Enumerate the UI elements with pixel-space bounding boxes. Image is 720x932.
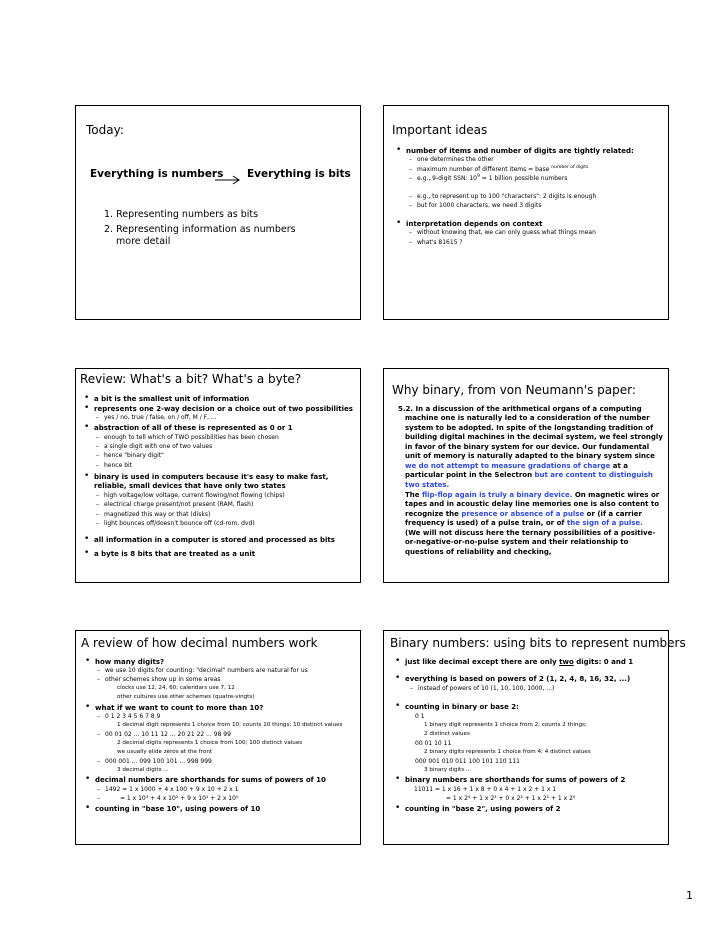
slide-important-ideas: Important ideas • number of items and number of digits are tightly related: – one determines the other – maximum number of different items = base $^{number of digits}$ – e.g., 9-digit SSN: $10^9 = 1$ billion possible numbers – e.g., to represent up to 100 "characters": 2 digits is enough – but for 1000 characters, we need 3 digits • interpretation depends on context – without knowing that, we can only guess what things mean – what's 81615 ? [383, 105, 669, 320]
formula-line: = 1 x 2⁴ + 1 x 2³ + 0 x 2² + 1 x 2¹ + 1 x 2⁰ [446, 795, 576, 802]
quote-line: particular point in the Selectron but are content to distinguish [405, 471, 653, 479]
sub-bullet: = 1 x 10³ + 4 x 10² + 9 x 10¹ + 2 x 10⁰ [120, 795, 239, 802]
quote-line: (We will not discuss here the ternary possibilities of a positive- [405, 529, 656, 537]
bullet-text: number of items and number of digits are tightly related: [406, 147, 634, 155]
sub-bullet: light bounces off/doesn't bounce off (cd-rom, dvd) [104, 520, 255, 527]
bullet-text: represents one 2-way decision or a choice out of two possibilities [94, 405, 353, 413]
bullet-text: all information in a computer is stored and processed as bits [94, 536, 335, 544]
slide-title: Important ideas [392, 123, 488, 137]
sub-bullet: electrical charge present/not present (RAM, flash) [104, 501, 254, 508]
sub-sub-bullet: 1 decimal digit represents 1 choice from 10; counts 10 things; 10 distinct values [117, 722, 343, 728]
bullet-text: binary is used in computers because it's easy to make fast, [94, 473, 329, 481]
binary-digits: 000 001 010 011 100 101 110 111 [415, 758, 520, 765]
quote-line: we do not attempt to measure gradations of charge at a [405, 462, 628, 470]
slide-title: Binary numbers: using bits to represent numbers [390, 636, 686, 650]
sub-bullet: we use 10 digits for counting: "decimal" numbers are natural for us [105, 667, 308, 674]
sub-sub-bullet: 2 distinct values [424, 731, 470, 737]
sub-bullet: what's 81615 ? [417, 239, 463, 246]
quote-line: two states. [405, 481, 450, 489]
sub-bullet: 1492 = 1 x 1000 + 4 x 100 + 9 x 10 + 2 x 1 [105, 786, 239, 793]
slide-today [75, 105, 361, 320]
sub-sub-bullet: 1 binary digit represents 1 choice from 2; counts 2 things; [424, 722, 587, 728]
sub-sub-bullet: other cultures use other schemes (quatre-vingts) [117, 694, 255, 700]
sub-bullet: 0 1 2 3 4 5 6 7 8 9 [105, 713, 161, 720]
bullet-text: counting in "base 2", using powers of 2 [405, 805, 561, 813]
bullet-text: everything is based on powers of 2 (1, 2, 4, 8, 16, 32, ...) [405, 675, 631, 683]
bullet-text: abstraction of all of these is represented as 0 or 1 [94, 424, 293, 432]
slide-title: A review of how decimal numbers work [81, 636, 318, 650]
bullet-text: counting in "base 10", using powers of 10 [95, 805, 261, 813]
slide-decimal-review: A review of how decimal numbers work • how many digits? – we use 10 digits for counting: "decimal" numbers are natural for us – other schemes show up in some areas clocks use 12, 24, 60; calendars use 7, 12 other cultures use other schemes (quatre-vingts) • what if we want to count to more than 10? – 0 1 2 3 4 5 6 7 8 9 1 decimal digit represents 1 choice from 10; counts 10 things; 10 distinct values – 00 01 02 ... 10 11 12 ... 20 21 22 ... 98 99 2 decimal digits represents 1 choice from 100; 100 distinct values we usually elide zeros at the front – 000 001 ... 099 100 101 ... 998 999 3 decimal digits ... • decimal numbers are shorthands for sums of powers of 10 – 1492 = 1 x 1000 + 4 x 100 + 9 x 10 + 2 x 1 – = 1 x 10³ + 4 x 10² + 9 x 10¹ + 2 x 10⁰ • counting in "base 10", using powers of 10 [75, 630, 361, 845]
sub-sub-bullet: 3 decimal digits ... [117, 767, 169, 773]
sub-bullet: hence bit [104, 462, 133, 469]
sub-bullet: e.g., to represent up to 100 "characters": 2 digits is enough [417, 193, 597, 200]
quote-line: questions of reliability and checking, [405, 548, 552, 556]
sub-sub-bullet: we usually elide zeros at the front [117, 749, 213, 755]
bullet-text: just like decimal except there are only two digits: 0 and 1 [405, 658, 634, 666]
arrow-icon [214, 170, 242, 189]
sub-bullet: magnetized this way or that (disks) [104, 511, 211, 518]
sub-bullet: other schemes show up in some areas [105, 676, 221, 683]
quote-line: 5.2. In a discussion of the arithmetical organs of a computing [398, 405, 642, 413]
slide-title: Review: What's a bit? What's a byte? [80, 372, 302, 386]
bullet-text: reliable, small devices that have only two states [94, 482, 286, 490]
binary-digits: 0 1 [415, 713, 425, 720]
bullet-text: a byte is 8 bits that are treated as a unit [94, 550, 256, 558]
list-item: 1. Representing numbers as bits [104, 209, 259, 220]
list-item: 2. Representing information as numbers [104, 224, 296, 235]
bullet-text: what if we want to count to more than 10? [95, 704, 264, 712]
bullet-text: how many digits? [95, 658, 165, 666]
slide-title: Why binary, from von Neumann's paper: [392, 383, 636, 397]
list-item: more detail [116, 236, 171, 247]
sub-bullet: yes / no, true / false, on / off, M / F, ... [104, 414, 217, 421]
bullet-text: a bit is the smallest unit of information [94, 395, 250, 403]
sub-bullet: instead of powers of 10 (1, 10, 100, 1000, ...) [418, 685, 555, 692]
sub-bullet: e.g., 9-digit SSN: $10^9 = 1$ billion possible numbers [417, 174, 568, 182]
sub-sub-bullet: 3 binary digits ... [424, 767, 472, 773]
bullet-text: counting in binary or base 2: [405, 703, 519, 711]
formula-line: 11011 = 1 x 16 + 1 x 8 + 0 x 4 + 1 x 2 + 1 x 1 [414, 786, 557, 793]
quote-line: frequency is used) of a pulse train, or of the sign of a pulse. [405, 519, 643, 527]
quote-line: building digital machines in the decimal system, we feel strongly [405, 433, 663, 441]
sub-sub-bullet: 2 decimal digits represents 1 choice from 100; 100 distinct values [117, 740, 303, 746]
sub-bullet: one determines the other [417, 156, 494, 163]
quote-line: machine one is naturally led to a consideration of the number [405, 414, 650, 422]
bullet-text: interpretation depends on context [406, 220, 543, 228]
sub-sub-bullet: clocks use 12, 24, 60; calendars use 7, 12 [117, 685, 235, 691]
sub-bullet: but for 1000 characters, we need 3 digits [417, 202, 542, 209]
bullet-text: decimal numbers are shorthands for sums of powers of 10 [95, 776, 326, 784]
sub-bullet: maximum number of different items = base $^{number of digits}$ [417, 165, 589, 173]
quote-line: tapes and in acoustic delay line memories one is also content to [405, 500, 660, 508]
sub-bullet: enough to tell which of TWO possibilities has been chosen [104, 434, 279, 441]
quote-line: recognize the presence or absence of a pulse or (if a carrier [405, 510, 642, 518]
binary-digits: 00 01 10 11 [415, 740, 452, 747]
bullet-text: binary numbers are shorthands for sums of powers of 2 [405, 776, 626, 784]
sub-bullet: a single digit with one of two values [104, 443, 213, 450]
slide-von-neumann [383, 368, 669, 583]
slide-binary-numbers: Binary numbers: using bits to represent numbers • just like decimal except there are only two digits: 0 and 1 • everything is based on powers of 2 (1, 2, 4, 8, 16, 32, ...) – instead of powers of 10 (1, 10, 100, 1000, ...) • counting in binary or base 2: 0 1 1 binary digit represents 1 choice from 2; counts 2 things; 2 distinct values 00 01 10 11 2 binary digits represents 1 choice from 4; 4 distinct values 000 001 010 011 100 101 110 111 3 binary digits ... • binary numbers are shorthands for sums of powers of 2 11011 = 1 x 16 + 1 x 8 + 0 x 4 + 1 x 2 + 1 x 1 = 1 x 2⁴ + 1 x 2³ + 0 x 2² + 1 x 2¹ + 1 x 2⁰ • counting in "base 2", using powers of 2 [383, 630, 669, 845]
headline-numbers: Everything is numbers [90, 168, 224, 180]
slide-review-bit-byte: Review: What's a bit? What's a byte? • a bit is the smallest unit of information • represents one 2-way decision or a choice out of two possibilities – yes / no, true / false, on / off, M / F, ... • abstraction of all of these is represented as 0 or 1 – enough to tell which of TWO possibilities has been chosen – a single digit with one of two values – hence "binary digit" – hence bit • binary is used in computers because it's easy to make fast, reliable, small devices that have only two states – high voltage/low voltage, current flowing/not flowing (chips) – electrical charge present/not present (RAM, flash) – magnetized this way or that (disks) – light bounces off/doesn't bounce off (cd-rom, dvd) • all information in a computer is stored and processed as bits • a byte is 8 bits that are treated as a unit [75, 368, 361, 583]
quote-line: or-negative-or-no-pulse system and their relationship to [405, 538, 629, 546]
sub-sub-bullet: 2 binary digits represents 1 choice from 4; 4 distinct values [424, 749, 591, 755]
sub-bullet: high voltage/low voltage, current flowing/not flowing (chips) [104, 492, 285, 499]
sub-bullet: without knowing that, we can only guess what things mean [417, 229, 596, 236]
quote-line: The flip-flop again is truly a binary device. On magnetic wires or [405, 491, 660, 499]
quote-line: unit of memory is naturally adapted to the binary system since [405, 452, 655, 460]
page-number: 1 [686, 889, 693, 902]
sub-bullet: 000 001 ... 099 100 101 ... 998 999 [105, 758, 212, 765]
sub-bullet: hence "binary digit" [104, 452, 164, 459]
sub-bullet: 00 01 02 ... 10 11 12 ... 20 21 22 ... 98 99 [105, 731, 231, 738]
headline-bits: Everything is bits [247, 168, 351, 180]
quote-line: in favor of the binary system for our device. Our fundamental [405, 443, 650, 451]
quote-line: system to be adopted. In spite of the longstanding tradition of [405, 424, 654, 432]
slide-title: Today: [86, 123, 124, 137]
